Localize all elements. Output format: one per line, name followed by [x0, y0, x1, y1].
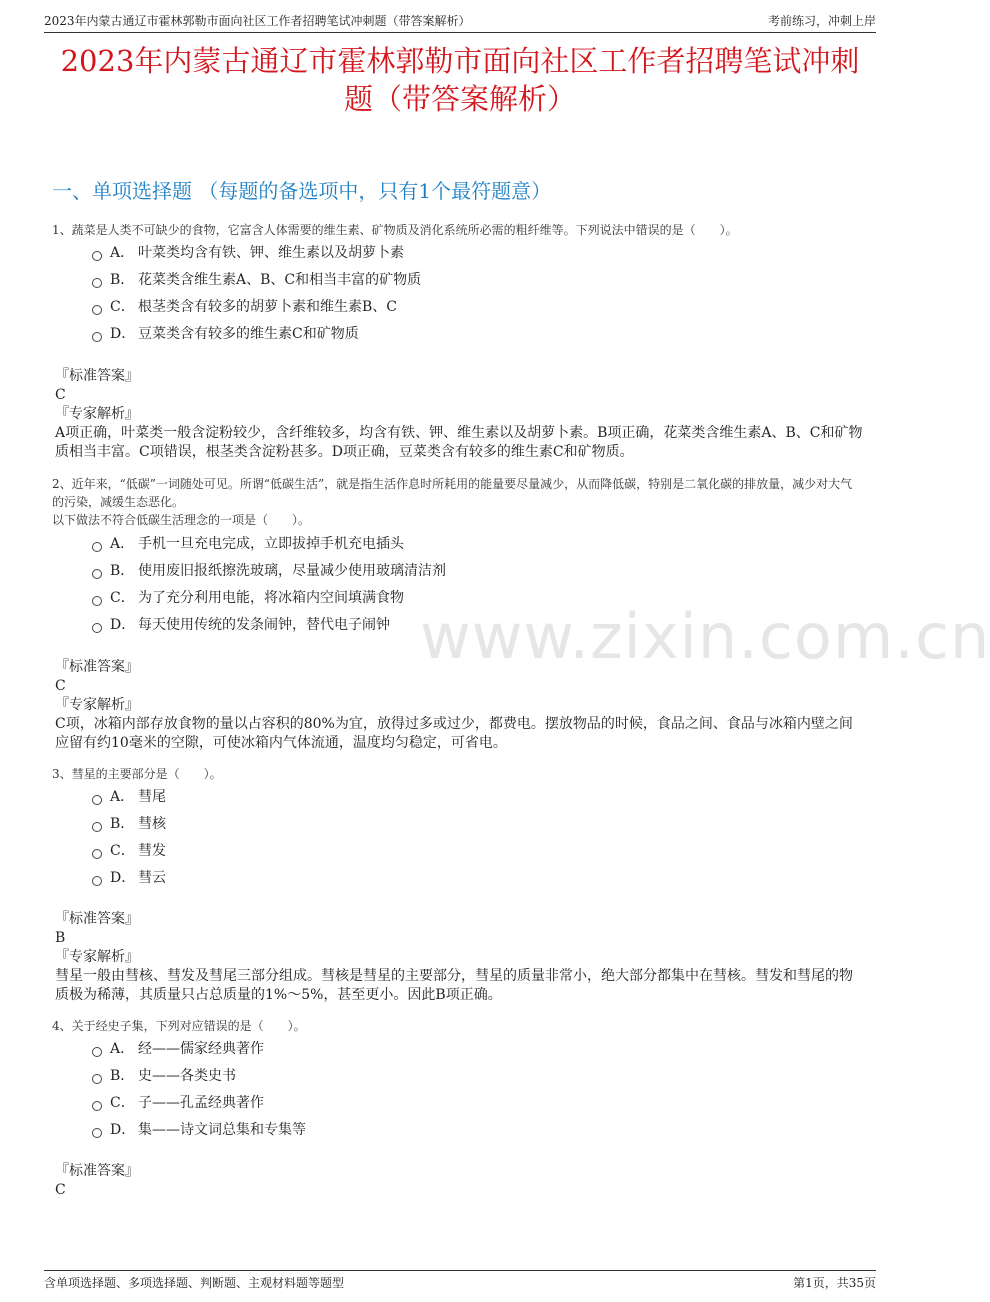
- answer-value: C: [55, 678, 66, 694]
- page-title: 2023年内蒙古通辽市霍林郭勒市面向社区工作者招聘笔试冲刺题（带答案解析）: [60, 44, 860, 116]
- question-1-option-c[interactable]: C． 根茎类含有较多的胡萝卜素和维生素B、C: [92, 297, 397, 317]
- question-2-option-d[interactable]: D． 每天使用传统的发条闹钟，替代电子闹钟: [92, 615, 390, 635]
- question-2-option-c[interactable]: C． 为了充分利用电能，将冰箱内空间填满食物: [92, 588, 404, 608]
- radio-icon[interactable]: [92, 623, 102, 633]
- question-3-stem: 3、彗星的主要部分是（ ）。: [52, 767, 222, 781]
- radio-icon[interactable]: [92, 1074, 102, 1084]
- radio-icon[interactable]: [92, 596, 102, 606]
- header-doc-title: 2023年内蒙古通辽市霍林郭勒市面向社区工作者招聘笔试冲刺题（带答案解析）: [44, 14, 471, 28]
- radio-icon[interactable]: [92, 795, 102, 805]
- analysis-label: 『专家解析』: [55, 406, 139, 422]
- answer-label: 『标准答案』: [55, 659, 139, 675]
- page-footer: [44, 1270, 876, 1291]
- answer-label: 『标准答案』: [55, 911, 139, 927]
- question-1-stem: 1、蔬菜是人类不可缺少的食物，它富含人体需要的维生素、矿物质及消化系统所必需的粗纤维等。下列说法中错误的是（ ）。: [52, 223, 738, 237]
- radio-icon[interactable]: [92, 876, 102, 886]
- question-2-stem: 2、近年来，“低碳”一词随处可见。所谓“低碳生活”，就是指生活作息时所耗用的能量要尽量减少，从而降低碳，特别是二氧化碳的排放量，减少对大气的污染，减缓生态恶化。 以下做法不符合低碳生活理念的一项是（ ）。: [52, 477, 853, 527]
- page-header: [44, 10, 876, 33]
- footer-question-types: 含单项选择题、多项选择题、判断题、主观材料题等题型: [44, 1276, 345, 1290]
- question-4-option-a[interactable]: A． 经——儒家经典著作: [92, 1039, 264, 1059]
- question-1-answer: [55, 367, 865, 405]
- question-1-analysis: [55, 405, 865, 462]
- question-4-answer: [55, 1162, 865, 1200]
- question-4-option-b[interactable]: B． 史——各类史书: [92, 1066, 236, 1086]
- question-4-option-c[interactable]: C． 子——孔孟经典著作: [92, 1093, 264, 1113]
- radio-icon[interactable]: [92, 305, 102, 315]
- question-2-analysis: [55, 696, 865, 753]
- answer-label: 『标准答案』: [55, 368, 139, 384]
- footer-page-info: 第1页，共35页: [793, 1276, 876, 1290]
- analysis-text: C项，冰箱内部存放食物的量以占容积的80%为宜，放得过多或过少，都费电。摆放物品的时候，食品之间、食品与冰箱内壁之间应留有约10毫米的空隙，可使冰箱内气体流通，温度均匀稳定，可省电。: [55, 716, 853, 751]
- analysis-label: 『专家解析』: [55, 949, 139, 965]
- question-1-option-b[interactable]: B． 花菜类含维生素A、B、C和相当丰富的矿物质: [92, 270, 421, 290]
- radio-icon[interactable]: [92, 251, 102, 261]
- section-title: 一、单项选择题 （每题的备选项中，只有1个最符题意）: [52, 179, 552, 203]
- question-4-option-d[interactable]: D． 集——诗文词总集和专集等: [92, 1120, 306, 1140]
- question-3-option-d[interactable]: D． 彗云: [92, 868, 166, 888]
- answer-value: B: [55, 930, 66, 946]
- question-3-option-b[interactable]: B． 彗核: [92, 814, 166, 834]
- radio-icon[interactable]: [92, 332, 102, 342]
- answer-value: C: [55, 1182, 66, 1198]
- radio-icon[interactable]: [92, 278, 102, 288]
- radio-icon[interactable]: [92, 822, 102, 832]
- analysis-text: 彗星一般由彗核、彗发及彗尾三部分组成。彗核是彗星的主要部分，彗星的质量非常小，绝大部分都集中在彗核。彗发和彗尾的物质极为稀薄，其质量只占总质量的1%～5%，甚至更小。因此B项正确。: [55, 968, 853, 1003]
- question-3-option-c[interactable]: C． 彗发: [92, 841, 166, 861]
- analysis-text: A项正确，叶菜类一般含淀粉较少，含纤维较多，均含有铁、钾、维生素以及胡萝卜素。B项正确，花菜类含维生素A、B、C和矿物质相当丰富。C项错误，根茎类含淀粉甚多。D项正确，豆菜类含有较多的维生素C和矿物质。: [55, 425, 863, 460]
- radio-icon[interactable]: [92, 569, 102, 579]
- radio-icon[interactable]: [92, 1101, 102, 1111]
- answer-value: C: [55, 387, 66, 403]
- question-3-analysis: [55, 948, 865, 1005]
- radio-icon[interactable]: [92, 542, 102, 552]
- header-tagline: 考前练习，冲刺上岸: [767, 14, 876, 28]
- question-1-option-a[interactable]: A． 叶菜类均含有铁、钾、维生素以及胡萝卜素: [92, 243, 404, 263]
- question-2-option-b[interactable]: B． 使用废旧报纸擦洗玻璃，尽量减少使用玻璃清洁剂: [92, 561, 446, 581]
- radio-icon[interactable]: [92, 1047, 102, 1057]
- question-1-option-d[interactable]: D． 豆菜类含有较多的维生素C和矿物质: [92, 324, 359, 344]
- radio-icon[interactable]: [92, 1128, 102, 1138]
- watermark: www.zixin.com.cn: [420, 600, 990, 673]
- answer-label: 『标准答案』: [55, 1163, 139, 1179]
- question-3-answer: [55, 910, 865, 948]
- analysis-label: 『专家解析』: [55, 697, 139, 713]
- question-4-stem: 4、关于经史子集，下列对应错误的是（ ）。: [52, 1019, 306, 1033]
- question-3-option-a[interactable]: A． 彗尾: [92, 787, 166, 807]
- question-2-option-a[interactable]: A． 手机一旦充电完成，立即拔掉手机充电插头: [92, 534, 404, 554]
- radio-icon[interactable]: [92, 849, 102, 859]
